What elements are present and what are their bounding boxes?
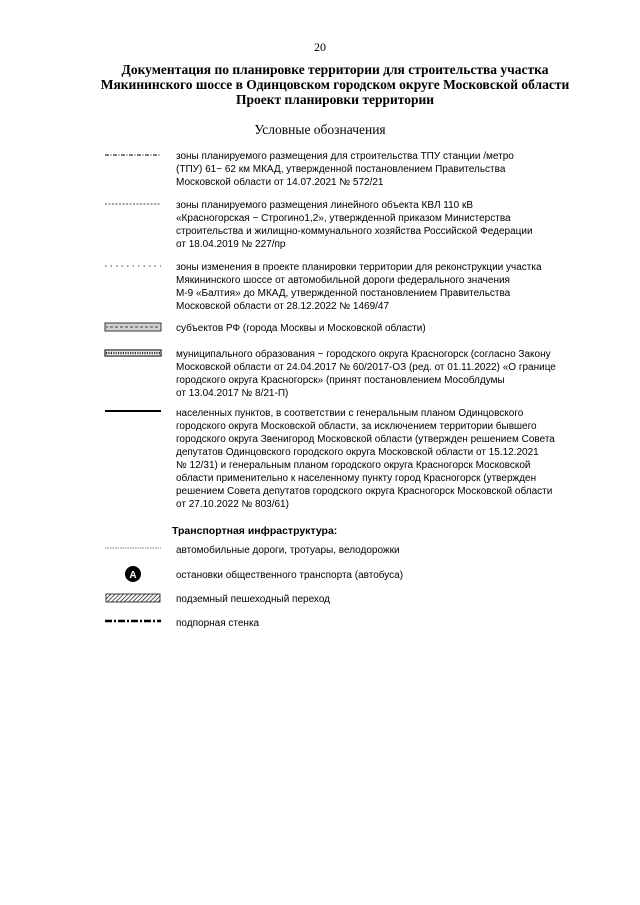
legend-entry-line: строительства и жилищно-коммунального хозяйства Российской Федерации xyxy=(176,226,533,237)
legend-entry xyxy=(176,348,576,400)
underground-crossing-hatch-icon xyxy=(104,592,162,604)
legend-entry xyxy=(176,322,576,335)
legend-entry-line: от 27.10.2022 № 803/61) xyxy=(176,499,289,510)
legend-entry-line: зоны планируемого размещения линейного объекта КВЛ 110 кВ xyxy=(176,200,474,211)
legend-entry xyxy=(176,150,576,189)
legend-entry-line: городского округа Московской области, за исключением территории бывшего xyxy=(176,421,537,432)
legend-entry-line: (ТПУ) 61− 62 км МКАД, утвержденной постановлением Правительства xyxy=(176,164,506,175)
legend-entry xyxy=(176,569,576,582)
transport-heading: Транспортная инфраструктура: xyxy=(172,525,338,537)
legend-entry xyxy=(176,261,576,313)
bus-stop-icon xyxy=(124,565,142,583)
title-line: Мякининского шоссе в Одинцовском городском округе Московской области xyxy=(100,77,570,92)
legend-entry-line: зоны планируемого размещения для строительства ТПУ станции /метро xyxy=(176,151,514,162)
legend-entry-line: Московской области от 24.04.2017 № 60/2017-ОЗ (ред. от 01.11.2022) «О границе xyxy=(176,362,556,373)
svg-text:A: A xyxy=(129,570,137,581)
legend-entry-line: зоны изменения в проекте планировки территории для реконструкции участка xyxy=(176,262,542,273)
legend-entry-line: автомобильные дороги, тротуары, велодорожки xyxy=(176,545,400,556)
legend-entry-line: субъектов РФ (города Москвы и Московской области) xyxy=(176,323,426,334)
legend-entry-line: решением Совета депутатов городского округа Красногорск Московской области xyxy=(176,486,553,497)
tpu-zone-dashdot-line-icon xyxy=(104,150,162,160)
legend-entry-line: населенных пунктов, в соответствии с генеральным планом Одинцовского xyxy=(176,408,524,419)
legend-entry xyxy=(176,544,576,557)
legend-entry xyxy=(176,407,576,511)
roads-thin-line-icon xyxy=(104,543,162,553)
legend-entry-line: «Красногорская − Строгино1,2», утвержденной приказом Министерства xyxy=(176,213,511,224)
legend-entry xyxy=(176,617,576,630)
legend-entry-line: М-9 «Балтия» до МКАД, утвержденной постановлением Правительства xyxy=(176,288,511,299)
legend-entry-line: городского округа Звенигород Московской области (утвержден решением Совета xyxy=(176,434,555,445)
legend-entry-line: депутатов Одинцовского городского округа Московской области от 15.12.2021 xyxy=(176,447,539,458)
legend-entry-line: от 18.04.2019 № 227/пр xyxy=(176,239,286,250)
legend-entry-line: Московской области от 28.12.2022 № 1469/47 xyxy=(176,301,390,312)
municipal-boundary-icon xyxy=(104,347,162,359)
legend-entry-line: Московской области от 14.07.2021 № 572/21 xyxy=(176,177,384,188)
reconstruction-zone-dotted-line-icon xyxy=(104,261,162,271)
kvl-zone-dashed-line-icon xyxy=(104,199,162,209)
legend-heading: Условные обозначения xyxy=(254,122,386,137)
legend-entry-line: муниципального образования − городского округа Красногорск (согласно Закону xyxy=(176,349,551,360)
legend-entry-line: подземный пешеходный переход xyxy=(176,594,330,605)
document-title xyxy=(90,62,580,107)
legend-entry-line: от 13.04.2017 № 8/21-П) xyxy=(176,388,289,399)
legend-entry xyxy=(176,199,576,251)
legend-entry-line: № 12/31) и генеральным планом городского округа Красногорск Московской xyxy=(176,460,531,471)
settlement-boundary-solid-line-icon xyxy=(104,406,162,416)
legend-entry-line: городского округа Красногорск» (принят постановлением Мособлдумы xyxy=(176,375,505,386)
legend-entry xyxy=(176,593,576,606)
legend-entry-line: области применительно к населенному пункту город Красногорск (утвержден xyxy=(176,473,537,484)
legend-entry-line: остановки общественного транспорта (автобуса) xyxy=(176,570,404,581)
page-number: 20 xyxy=(314,40,326,54)
legend-entry-line: подпорная стенка xyxy=(176,618,260,629)
title-line: Документация по планировке территории для строительства участка xyxy=(121,62,549,77)
federal-subject-boundary-icon xyxy=(104,321,162,333)
retaining-wall-line-icon xyxy=(104,616,162,626)
legend-entry-line: Мякининского шоссе от автомобильной дороги федерального значения xyxy=(176,275,510,286)
title-line: Проект планировки территории xyxy=(235,92,435,107)
